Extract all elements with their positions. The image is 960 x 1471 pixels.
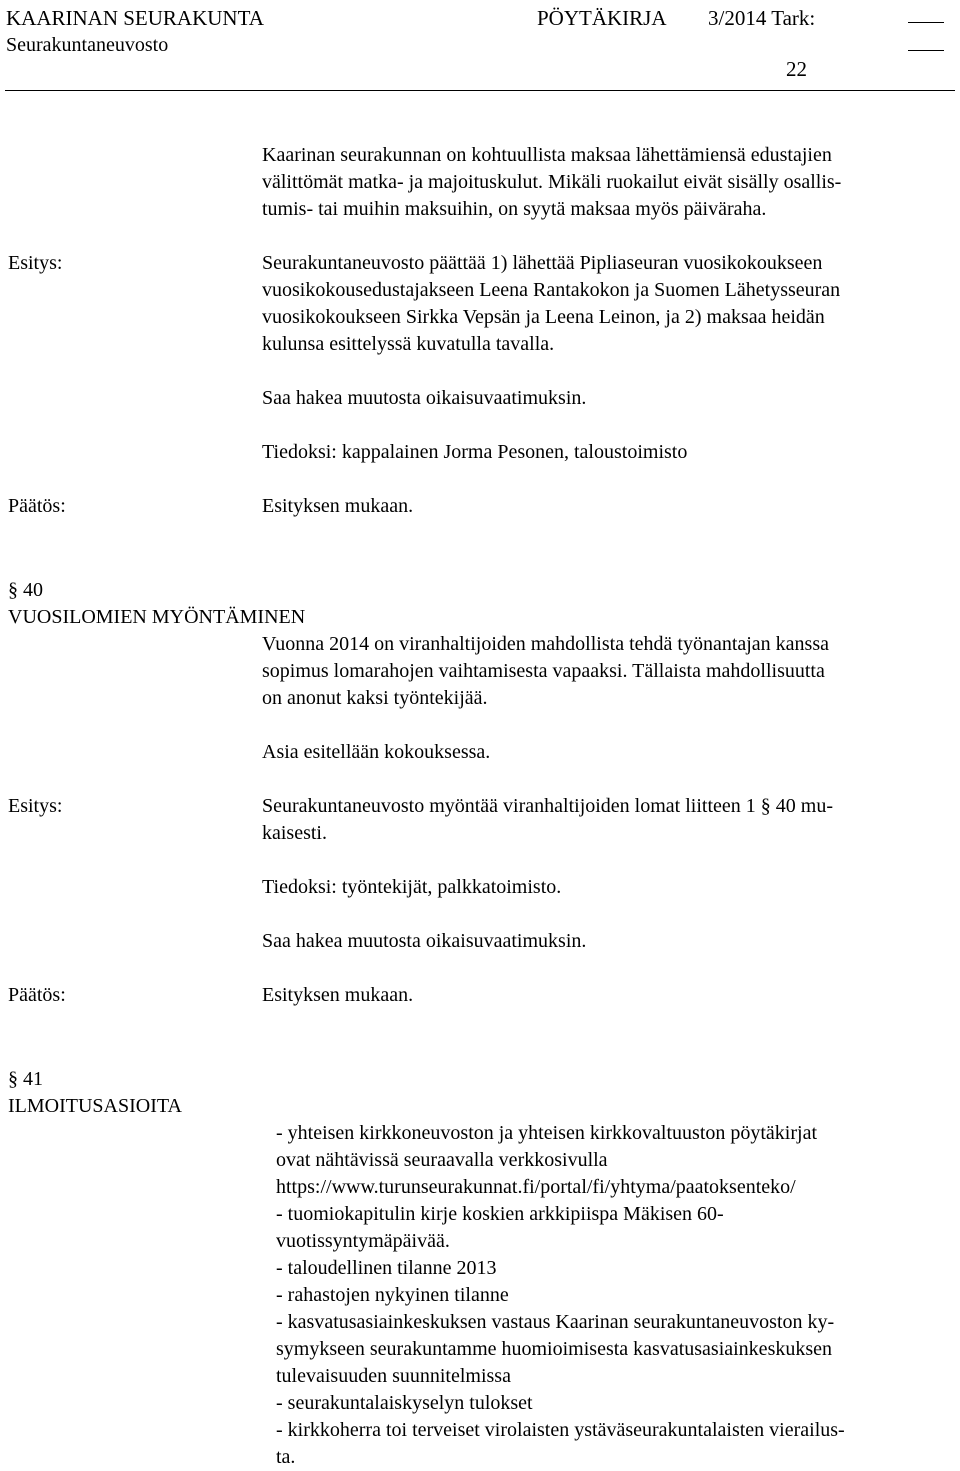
list-item: vuotissyntymäpäivää. bbox=[276, 1230, 450, 1252]
list-item: ta. bbox=[276, 1446, 296, 1468]
section-number: § 40 bbox=[8, 579, 43, 601]
text-line: Seurakuntaneuvosto myöntää viranhaltijoiden lomat liitteen 1 § 40 mu- bbox=[262, 795, 833, 817]
list-item: - yhteisen kirkkoneuvoston ja yhteisen kirkkovaltuuston pöytäkirjat bbox=[276, 1122, 818, 1144]
page-number: 22 bbox=[786, 57, 807, 81]
text-line: Kaarinan seurakunnan on kohtuullista maksaa lähettämiensä edustajien bbox=[262, 144, 832, 166]
paatos-text: Esityksen mukaan. bbox=[262, 984, 414, 1006]
prev-text bbox=[262, 142, 942, 223]
header-body-name: Seurakuntaneuvosto bbox=[6, 34, 169, 56]
list-item: tulevaisuuden suunnitelmissa bbox=[276, 1365, 511, 1387]
prev-esitys bbox=[262, 250, 942, 358]
tiedoksi-note: Tiedoksi: työntekijät, palkkatoimisto. bbox=[262, 876, 562, 898]
header-blank-1 bbox=[908, 8, 944, 28]
section-number: § 41 bbox=[8, 1068, 43, 1090]
asia-note: Asia esitellään kokouksessa. bbox=[262, 741, 491, 763]
paatos-label: Päätös: bbox=[8, 495, 66, 517]
text-line: tumis- tai muihin maksuihin, on syytä maksaa myös päiväraha. bbox=[262, 198, 767, 220]
text-line: sopimus lomarahojen vaihtamisesta vapaaksi. Tällaista mahdollisuutta bbox=[262, 660, 825, 682]
text-line: Vuonna 2014 on viranhaltijoiden mahdollista tehdä työnantajan kanssa bbox=[262, 633, 830, 655]
header-divider bbox=[5, 90, 955, 91]
text-line: vuosikokousedustajakseen Leena Rantakokon ja Suomen Lähetysseuran bbox=[262, 279, 841, 301]
header-doc-no: 3/2014 Tark: bbox=[708, 6, 816, 30]
appeal-note: Saa hakea muutosta oikaisuvaatimuksin. bbox=[262, 387, 587, 409]
text-line: välittömät matka- ja majoituskulut. Mikäli ruokailut eivät sisälly osallis- bbox=[262, 171, 842, 193]
section-41-list bbox=[276, 1120, 946, 1471]
list-item: - tuomiokapitulin kirje koskien arkkipiispa Mäkisen 60- bbox=[276, 1203, 724, 1225]
list-item-url: https://www.turunseurakunnat.fi/portal/fi/yhtyma/paatoksenteko/ bbox=[276, 1176, 796, 1198]
esitys-label: Esitys: bbox=[8, 795, 63, 817]
paatos-text: Esityksen mukaan. bbox=[262, 495, 414, 517]
tiedoksi-note: Tiedoksi: kappalainen Jorma Pesonen, taloustoimisto bbox=[262, 441, 688, 463]
section-title: VUOSILOMIEN MYÖNTÄMINEN bbox=[8, 606, 306, 628]
section-40-esitys bbox=[262, 793, 942, 847]
text-line: kulunsa esittelyssä kuvatulla tavalla. bbox=[262, 333, 555, 355]
header-blank-2 bbox=[908, 36, 944, 56]
list-item: - taloudellinen tilanne 2013 bbox=[276, 1257, 497, 1279]
header-org: KAARINAN SEURAKUNTA bbox=[6, 6, 264, 30]
appeal-note: Saa hakea muutosta oikaisuvaatimuksin. bbox=[262, 930, 587, 952]
text-line: on anonut kaksi työntekijää. bbox=[262, 687, 488, 709]
list-item: - kirkkoherra toi terveiset virolaisten ystäväseurakuntalaisten vierailus- bbox=[276, 1419, 845, 1441]
section-title: ILMOITUSASIOITA bbox=[8, 1095, 182, 1117]
text-line: Seurakuntaneuvosto päättää 1) lähettää Pipliaseuran vuosikokoukseen bbox=[262, 252, 823, 274]
text-line: kaisesti. bbox=[262, 822, 327, 844]
header-doc-type: PÖYTÄKIRJA bbox=[537, 6, 667, 30]
list-item: ovat nähtävissä seuraavalla verkkosivulla bbox=[276, 1149, 608, 1171]
list-item: symykseen seurakuntamme huomioimisesta kasvatusasiainkeskuksen bbox=[276, 1338, 833, 1360]
text-line: vuosikokoukseen Sirkka Vepsän ja Leena Leinon, ja 2) maksaa heidän bbox=[262, 306, 825, 328]
list-item: - seurakuntalaiskyselyn tulokset bbox=[276, 1392, 533, 1414]
list-item: - rahastojen nykyinen tilanne bbox=[276, 1284, 509, 1306]
section-40-intro bbox=[262, 631, 942, 712]
list-item: - kasvatusasiainkeskuksen vastaus Kaarinan seurakuntaneuvoston ky- bbox=[276, 1311, 835, 1333]
paatos-label: Päätös: bbox=[8, 984, 66, 1006]
esitys-label: Esitys: bbox=[8, 252, 63, 274]
